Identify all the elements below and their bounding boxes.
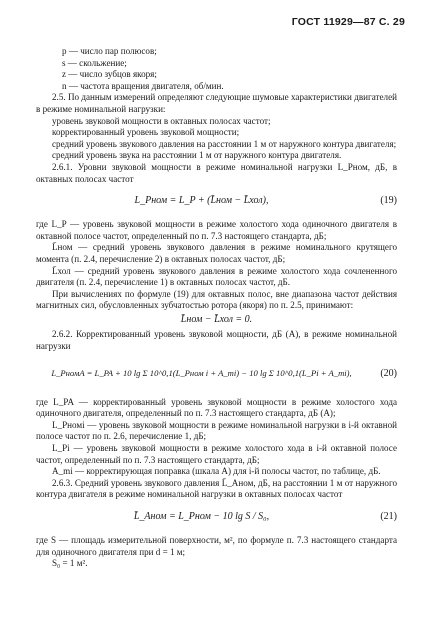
equation-formula: L_Pном = L_P + (L̄ном − L̄хол),: [134, 195, 269, 207]
equation-number: (19): [380, 195, 397, 207]
section-2-5: 2.5. По данным измерений определяют следующие шумовые характеристики двигателей в режиме номинальной нагрузки:: [36, 92, 397, 114]
definition-line: p — число пар полюсов;: [62, 46, 157, 56]
section-2-6-1: 2.6.1. Уровни звуковой мощности в режиме номинальной нагрузки L_Pном, дБ, в октавных полосах частот: [36, 161, 397, 184]
list-item: средний уровень звука на расстоянии 1 м от наружного контура двигателя.: [52, 150, 342, 161]
where-clause: где L_P — уровень звуковой мощности в режиме холостого хода одиночного двигателя в октавной полосе частот, определенный по п. 7.3 настоящего стандарта, дБ;: [36, 219, 397, 241]
equation-number: (20): [380, 367, 397, 379]
where-clause: L̄хол — средний уровень звукового давления в режиме холостого хода сочлененного двигателя (п. 2.4, перечисление 1) в октавных полосах частот, дБ.: [36, 265, 397, 288]
document-body: [36, 46, 397, 570]
where-clause: A_mi — корректирующая поправка (шкала A) для i-й полосы частот, по таблице, дБ.: [52, 466, 381, 477]
equation-formula: L_PномA = L_PA + 10 lg Σ 10^0,1(L_Pном i + A_mi) − 10 lg Σ 10^0,1(L_Pi + A_mi),: [51, 367, 352, 378]
equation-20: [36, 357, 397, 393]
where-clause: L_Pi — уровень звуковой мощности в режиме холостого хода в i-й октавной полосе частот, определенный по п. 7.3 настоящего стандарта, дБ;: [36, 443, 397, 465]
list-item: средний уровень звукового давления на расстоянии 1 м от наружного контура двигателя;: [52, 138, 397, 149]
definition-line: n — частота вращения двигателя, об/мин.: [62, 80, 224, 91]
definition-line: z — число зубцов якоря;: [62, 69, 157, 80]
where-clause: где S — площадь измерительной поверхности, м², по формуле п. 7.3 настоящего стандарта для одиночного двигателя при d = 1 м;: [36, 535, 397, 557]
section-2-6-2: 2.6.2. Корректированный уровень звуковой мощности, дБ (A), в режиме номинальной нагрузки: [36, 329, 397, 352]
where-clause: S₀ = 1 м².: [52, 558, 88, 569]
equation-zero: L̄ном − L̄хол = 0.: [180, 313, 253, 325]
equation-21: [36, 505, 397, 531]
list-item: уровень звуковой мощности в октавных полосах частот;: [52, 115, 271, 126]
where-clause: При вычислениях по формуле (19) для октавных полос, вне диапазона частот действия магнитных сил, обусловленных зубчатостью ротора (якоря) по п. 2.5, принимают:: [36, 288, 397, 311]
equation-number: (21): [380, 511, 397, 522]
equation-formula: L̄_Aном = L_Pном − 10 lg S / S₀,: [133, 511, 270, 522]
where-clause: L̄ном — средний уровень звукового давления в режиме номинального крутящего момента (п. 2.4, перечисление 2) в октавных полосах частот, дБ;: [36, 242, 397, 264]
section-2-6-3: 2.6.3. Средний уровень звукового давления L̄_Aном, дБ, на расстоянии 1 м от наружного контура двигателя в режиме номинальной нагрузки в октавных полосах частот: [36, 477, 397, 500]
page-header: ГОСТ 11929—87 С. 29: [291, 16, 405, 28]
list-item: корректированный уровень звуковой мощности;: [52, 127, 240, 138]
equation-19: [36, 189, 397, 215]
definition-line: s — скольжение;: [62, 57, 127, 68]
where-clause: L_Pномi — уровень звуковой мощности в режиме номинальной нагрузки в i-й октавной полосе частот по п. 2.6, перечисление 1, дБ;: [36, 419, 397, 442]
where-clause: где L_PA — корректированный уровень звуковой мощности в режиме холостого хода одиночного двигателя, определенный по п. 7.3 настоящего стандарта, дБ (A);: [36, 396, 397, 419]
